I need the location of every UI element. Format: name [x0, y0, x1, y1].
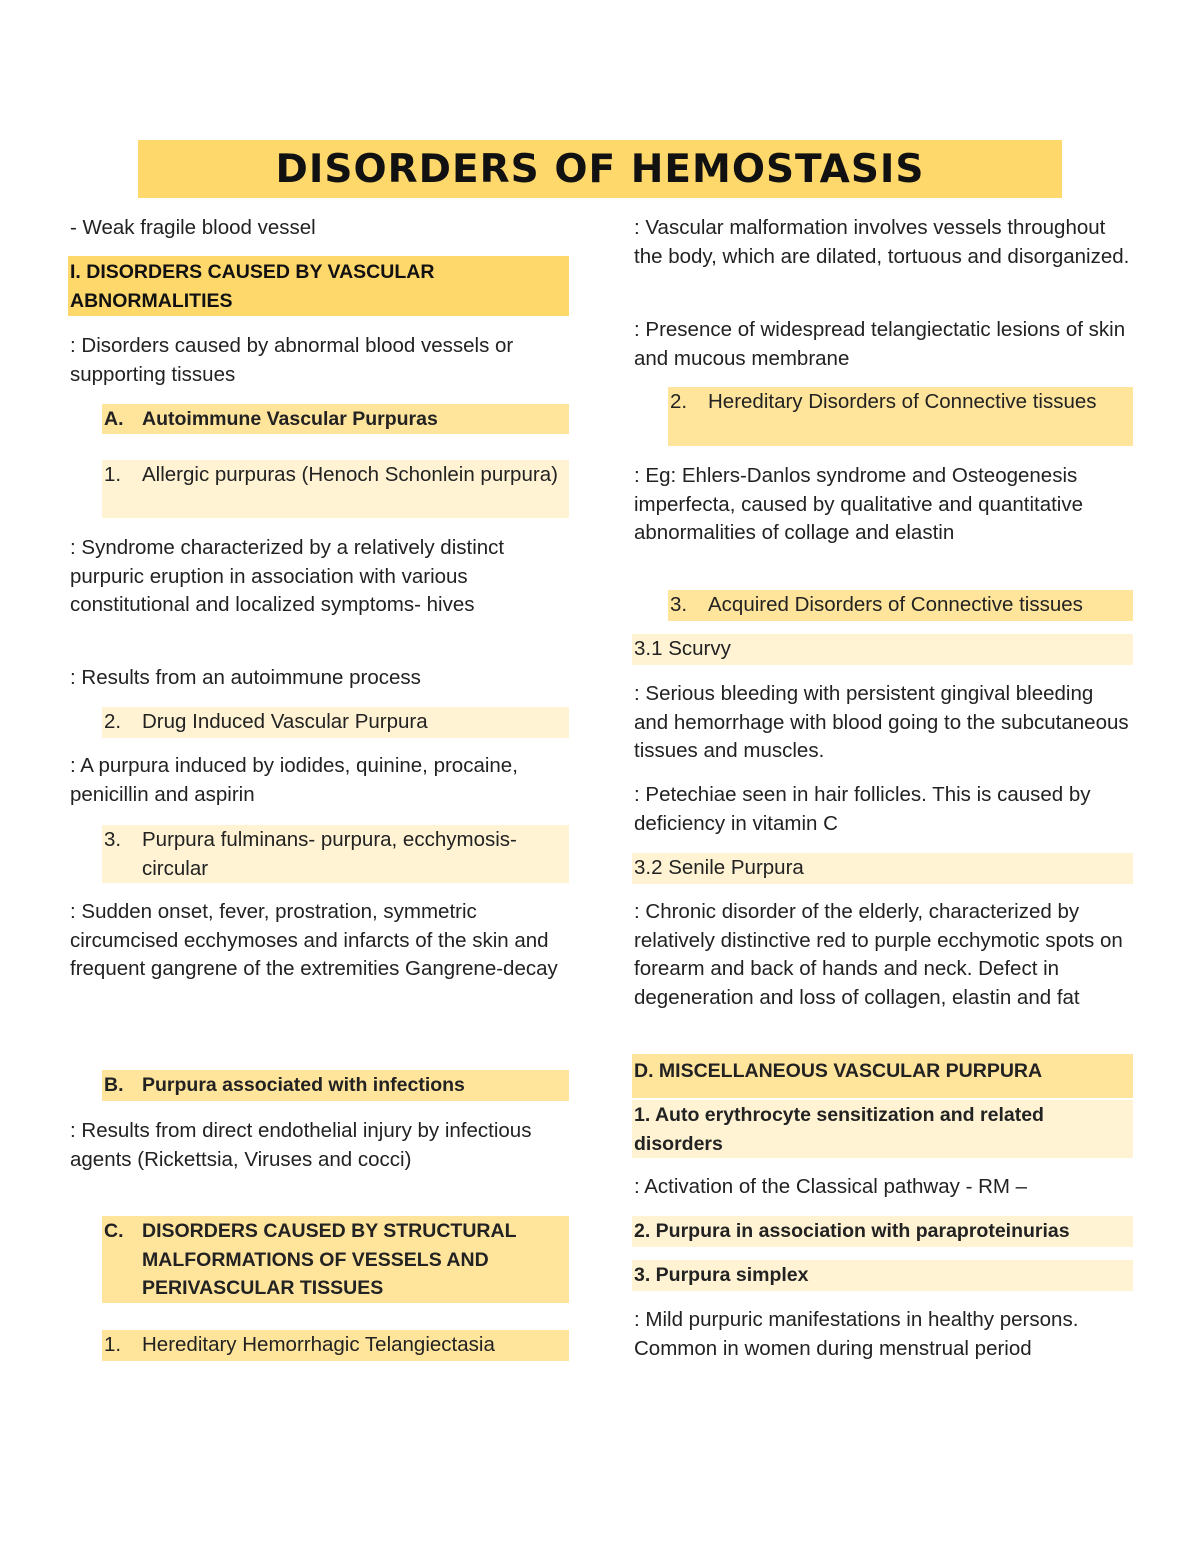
item-description: : Mild purpuric manifestations in healthy persons. Common in women during menstrual period [634, 1308, 1079, 1360]
page-title: DISORDERS OF HEMOSTASIS [275, 146, 925, 192]
title-banner [138, 140, 1062, 198]
list-item-paraproteinurias [632, 1216, 1133, 1247]
subsection-heading-text: DISORDERS CAUSED BY STRUCTURAL MALFORMATIONS OF VESSELS AND PERIVASCULAR TISSUES [142, 1220, 517, 1299]
item-description: : Sudden onset, fever, prostration, symmetric circumcised ecchymoses and infarcts of the skin and frequent gangrene of the extremities Gangrene-decay [70, 900, 558, 980]
item-description: : Activation of the Classical pathway - RM – [634, 1175, 1028, 1198]
list-marker: 3. [104, 828, 122, 851]
section-description: : Disorders caused by abnormal blood vessels or supporting tissues [70, 334, 514, 386]
item-description: : Results from an autoimmune process [70, 666, 421, 689]
list-marker: C. [104, 1220, 124, 1242]
list-item-text: Purpura fulminans- purpura, ecchymosis- circular [142, 828, 517, 880]
list-item-acquired-connective [668, 590, 1133, 621]
list-item-hht [102, 1330, 569, 1361]
subsection-heading-text: D. MISCELLANEOUS VASCULAR PURPURA [634, 1060, 1043, 1082]
list-item-allergic-purpuras [102, 460, 569, 518]
subitem-senile-purpura [632, 853, 1133, 884]
list-marker: A. [104, 408, 124, 430]
list-marker: 3. [670, 593, 688, 616]
list-marker: 1. [104, 463, 122, 486]
section-heading-vascular-abnormalities [68, 256, 569, 316]
subitem-text: 3.2 Senile Purpura [634, 856, 804, 879]
item-description: : Vascular malformation involves vessels throughout the body, which are dilated, tortuous and disorganized. [634, 216, 1130, 268]
item-description: : Presence of widespread telangiectatic lesions of skin and mucous membrane [634, 318, 1126, 370]
list-item-hereditary-connective [668, 387, 1133, 446]
section-heading-text: I. DISORDERS CAUSED BY VASCULAR ABNORMALITIES [70, 261, 435, 312]
list-marker: 1. [104, 1333, 122, 1356]
item-description: : Chronic disorder of the elderly, characterized by relatively distinctive red to purple ecchymotic spots on forearm and back of hands and neck. Defect in degeneration and loss of collagen, elastin and fat [634, 900, 1123, 1009]
subsection-heading-text: Purpura associated with infections [142, 1074, 465, 1096]
list-item-text: 2. Purpura in association with paraproteinurias [634, 1220, 1070, 1242]
item-description: : Eg: Ehlers-Danlos syndrome and Osteogenesis imperfecta, caused by qualitative and quantitative abnormalities of collage and elastin [634, 464, 1083, 544]
subsection-heading-c [102, 1216, 569, 1303]
list-item-text: Drug Induced Vascular Purpura [142, 710, 428, 733]
list-item-text: 3. Purpura simplex [634, 1264, 809, 1286]
list-marker: B. [104, 1074, 124, 1096]
item-description: : Serious bleeding with persistent gingival bleeding and hemorrhage with blood going to the subcutaneous tissues and muscles. [634, 682, 1129, 762]
list-item-text: Acquired Disorders of Connective tissues [708, 593, 1083, 616]
subsection-heading-a [102, 404, 569, 434]
list-item-text: Allergic purpuras (Henoch Schonlein purpura) [142, 463, 558, 486]
item-description: : Syndrome characterized by a relatively distinct purpuric eruption in association with various constitutional and localized symptoms- hives [70, 536, 505, 616]
list-item-text: Hereditary Disorders of Connective tissues [708, 390, 1097, 413]
item-description: : Petechiae seen in hair follicles. This is caused by deficiency in vitamin C [634, 783, 1091, 835]
subsection-description: : Results from direct endothelial injury by infectious agents (Rickettsia, Viruses and cocci) [70, 1119, 532, 1171]
subitem-text: 3.1 Scurvy [634, 637, 731, 660]
list-marker: 2. [104, 710, 122, 733]
item-description: : A purpura induced by iodides, quinine, procaine, penicillin and aspirin [70, 754, 518, 806]
subsection-heading-b [102, 1070, 569, 1101]
list-item-purpura-fulminans [102, 825, 569, 883]
subsection-heading-d [632, 1054, 1133, 1098]
subsection-heading-text: Autoimmune Vascular Purpuras [142, 408, 438, 430]
list-item-auto-erythrocyte [632, 1100, 1133, 1158]
list-item-text: 1. Auto erythrocyte sensitization and related disorders [634, 1104, 1044, 1155]
intro-text: - Weak fragile blood vessel [70, 216, 316, 239]
list-item-purpura-simplex [632, 1260, 1133, 1291]
list-item-text: Hereditary Hemorrhagic Telangiectasia [142, 1333, 495, 1356]
subitem-scurvy [632, 634, 1133, 665]
list-marker: 2. [670, 390, 688, 413]
list-item-drug-induced [102, 707, 569, 738]
